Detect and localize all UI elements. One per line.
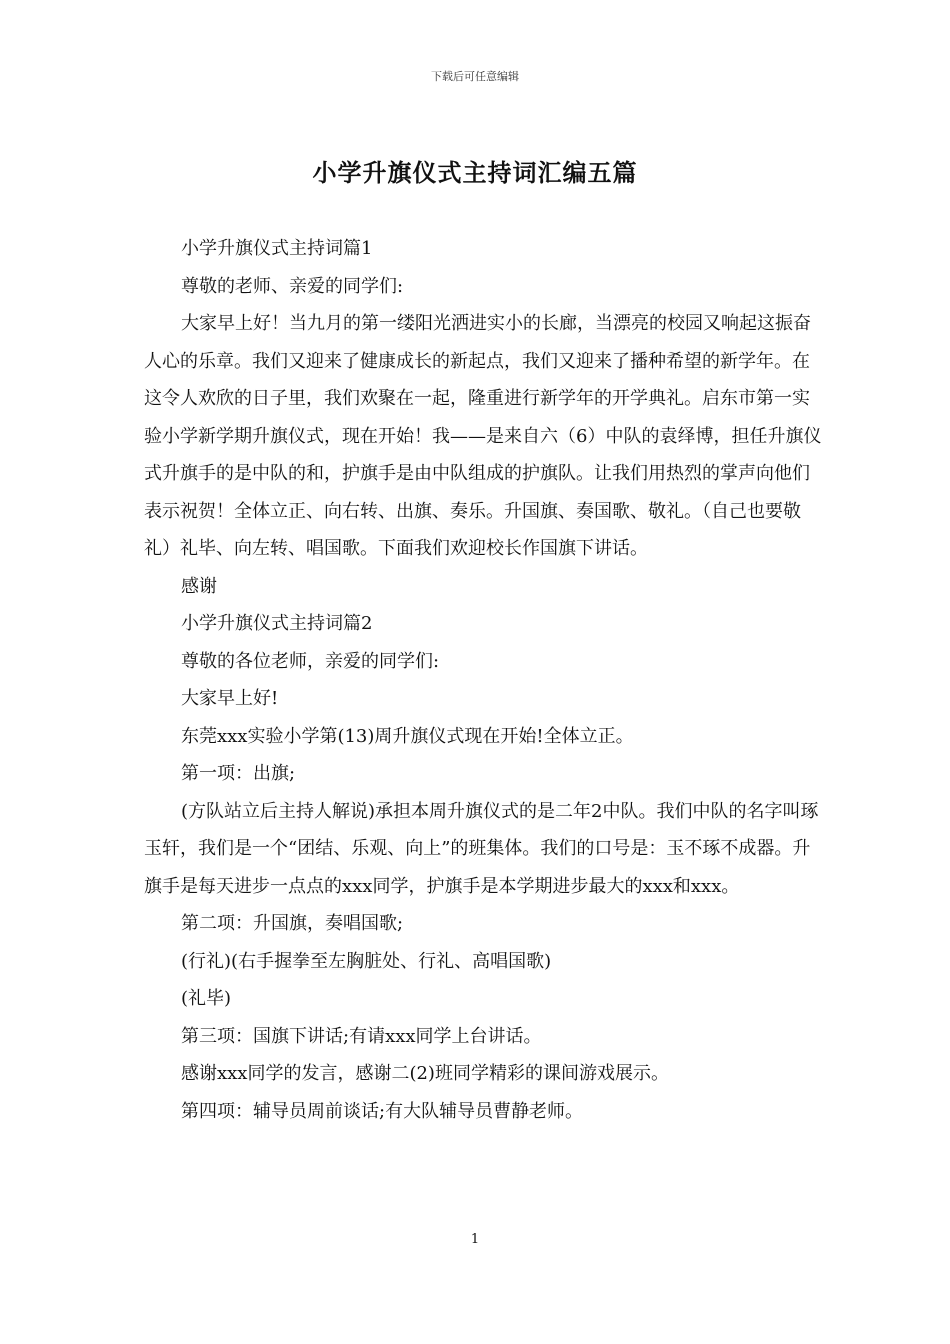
document-title: 小学升旗仪式主持词汇编五篇 bbox=[312, 158, 638, 187]
document-body bbox=[144, 230, 824, 1130]
body-paragraph: 感谢xxx同学的发言，感谢二(2)班同学精彩的课间游戏展示。 bbox=[181, 1063, 669, 1084]
salutation: 尊敬的各位老师，亲爱的同学们: bbox=[181, 650, 440, 672]
body-paragraph: (行礼)(右手握拳至左胸脏处、行礼、高唱国歌) bbox=[181, 950, 552, 972]
body-paragraph: 大家早上好! bbox=[181, 688, 279, 709]
body-paragraph: (礼毕) bbox=[181, 988, 232, 1009]
body-paragraph: (方队站立后主持人解说)承担本周升旗仪式的是二年2中队。我们中队的名字叫琢玉轩，我们是一个“团结、乐观、向上”的班集体。我们的口号是：玉不琢不成器。升旗手是每天进步一点点的xxx同学，护旗手是本学期进步最大的xxx和xxx。 bbox=[144, 800, 819, 897]
body-paragraph: 第一项：出旗; bbox=[181, 763, 296, 784]
section-heading-2: 小学升旗仪式主持词篇2 bbox=[181, 613, 373, 634]
salutation: 尊敬的老师、亲爱的同学们: bbox=[181, 275, 404, 297]
body-paragraph: 第二项：升国旗，奏唱国歌; bbox=[181, 913, 404, 934]
body-paragraph: 第三项：国旗下讲话;有请xxx同学上台讲话。 bbox=[181, 1025, 542, 1047]
page-number: 1 bbox=[470, 1232, 480, 1247]
body-paragraph: 东莞xxx实验小学第(13)周升旗仪式现在开始!全体立正。 bbox=[181, 725, 634, 747]
body-paragraph: 第四项：辅导员周前谈话;有大队辅导员曹静老师。 bbox=[181, 1100, 584, 1122]
body-paragraph: 感谢 bbox=[181, 575, 217, 597]
header-note: 下载后可任意编辑 bbox=[431, 70, 519, 83]
body-paragraph: 大家早上好！当九月的第一缕阳光洒进实小的长廊，当漂亮的校园又响起这振奋人心的乐章。我们又迎来了健康成长的新起点，我们又迎来了播种希望的新学年。在这令人欢欣的日子里，我们欢聚在一起，隆重进行新学年的开学典礼。启东市第一实验小学新学期升旗仪式，现在开始！我——是来自六（6）中队的袁绎博，担任升旗仪式升旗手的是中队的和，护旗手是由中队组成的护旗队。让我们用热烈的掌声向他们表示祝贺！全体立正、向右转、出旗、奏乐。升国旗、奏国歌、敬礼。（自己也要敬礼）礼毕、向左转、唱国歌。下面我们欢迎校长作国旗下讲话。 bbox=[144, 313, 822, 559]
section-heading-1: 小学升旗仪式主持词篇1 bbox=[181, 238, 373, 259]
